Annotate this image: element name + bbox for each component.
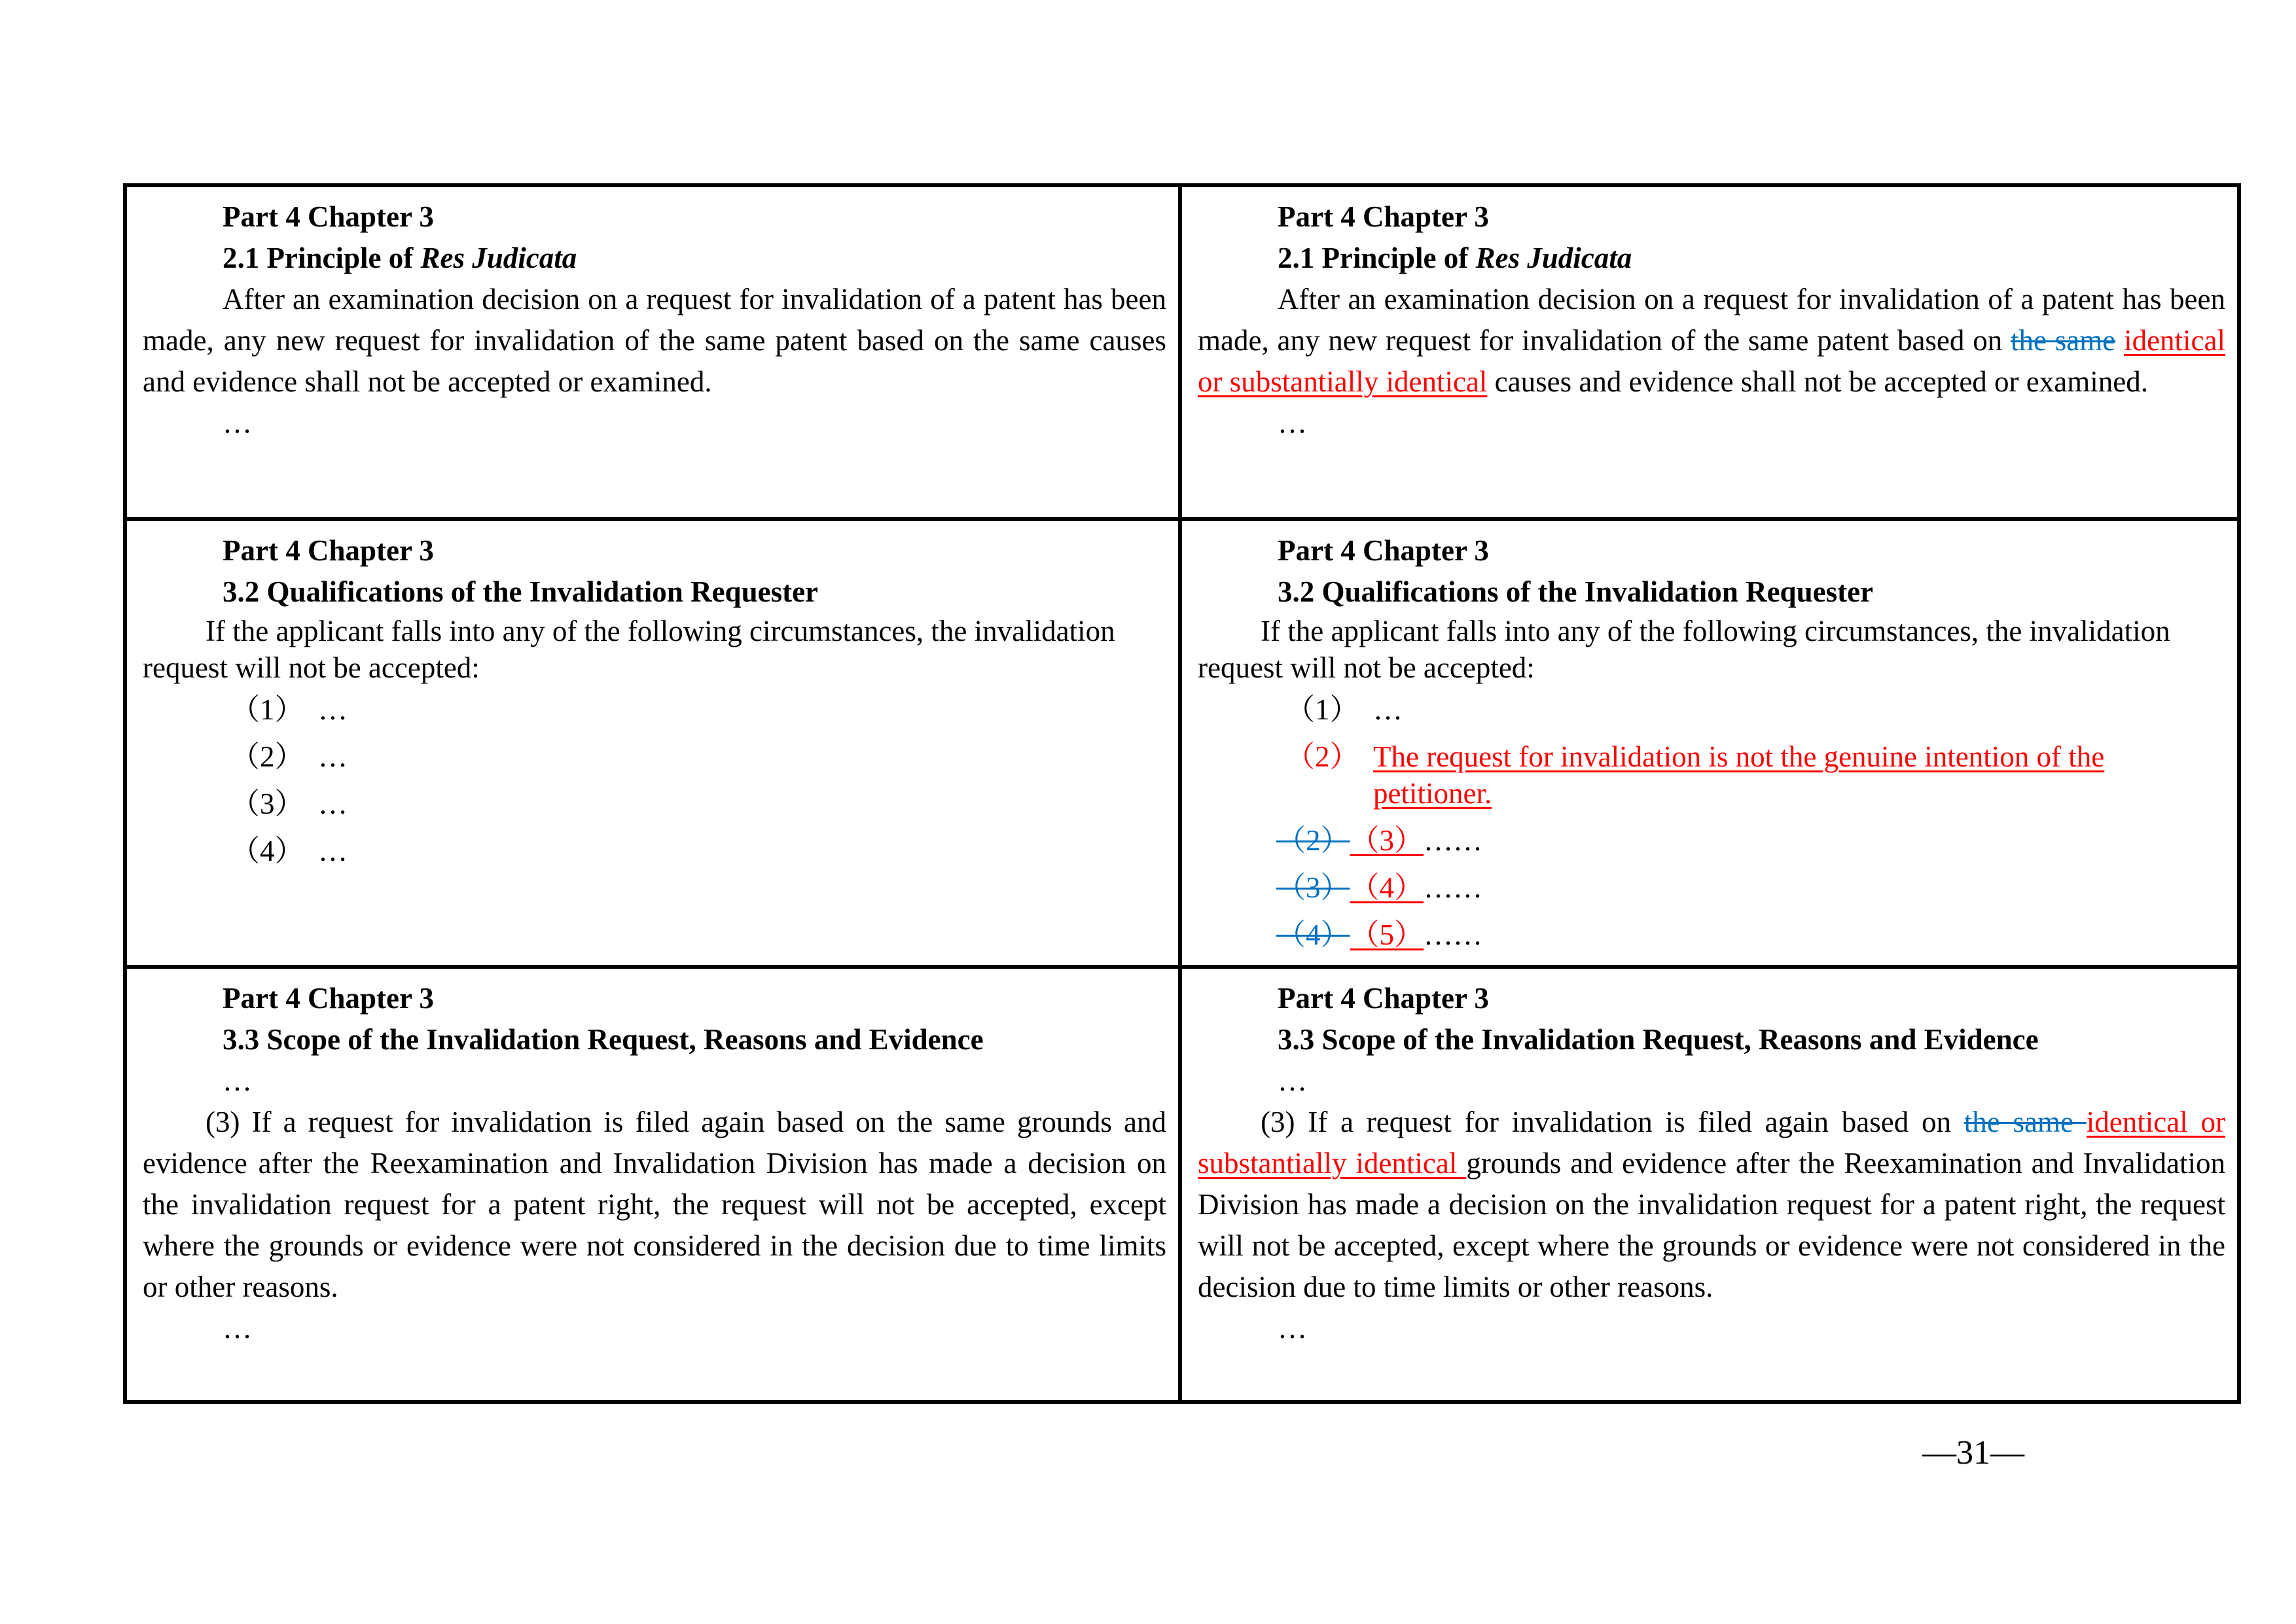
section-heading: 3.2 Qualifications of the Invalidation Requester [1278,575,1874,608]
inserted-text: The request for invalidation is not the genuine intention of the petitioner. [1373,740,2105,810]
list-text: …… [1424,918,1483,951]
deleted-text: the same [2011,324,2116,357]
inserted-list-item [1198,738,2225,812]
ellipsis: … [223,1312,252,1344]
list-text: … [318,835,348,867]
original-text-cell [125,967,1180,1402]
paragraph-text: (3) If a request for invalidation is filed again based on [1261,1106,1964,1138]
list-number: （2） [230,740,304,773]
ellipsis: … [1278,1312,1307,1344]
paragraph-text: causes and evidence shall not be accepted or examined. [1487,365,2148,398]
list-text: … [318,740,348,773]
section-heading: 3.3 Scope of the Invalidation Request, Reasons and Evidence [223,1023,984,1056]
list-item [1198,686,2225,733]
section-heading: 3.2 Qualifications of the Invalidation Requester [223,575,819,608]
comparison-table [123,183,2241,1404]
original-text-cell [125,519,1180,967]
ellipsis: … [223,1064,252,1097]
heading-text: 2.1 Principle of [1278,242,1476,274]
table-row [125,519,2239,967]
body-paragraph: After an examination decision on a request for invalidation of a patent has been made, any new request for invalidation of the same patent based on the same causes and evidence shall not be accepted or examined. [143,283,1166,398]
body-paragraph [1198,1102,2225,1308]
list-text: … [318,693,348,726]
paragraph-text: grounds and evidence after the Reexamination and Invalidation Division has made a decision on the invalidation request for a patent right, the request will not be accepted, except where the grounds or evidence were not considered in the decision due to time limits or other reasons. [1198,1147,2226,1303]
body-paragraph: (3) If a request for invalidation is filed again based on the same grounds and evidence after the Reexamination and Invalidation Division has made a decision on the invalidation request for a patent right, the request will not be accepted, except where the grounds or evidence were not considered in the decision due to time limits or other reasons. [143,1106,1166,1303]
section-heading: 3.3 Scope of the Invalidation Request, Reasons and Evidence [1278,1023,2039,1056]
heading-italic-term: Res Judicata [420,242,577,274]
list-item [143,686,1166,733]
ellipsis: … [223,406,252,439]
revised-text-cell [1180,967,2239,1402]
body-paragraph: If the applicant falls into any of the following circumstances, the invalidation request will not be accepted: [143,615,1115,684]
list-number: （3） [230,787,304,820]
part-chapter-label: Part 4 Chapter 3 [223,200,434,233]
list-item [143,733,1166,780]
renumbered-list-item [1198,911,2225,958]
part-chapter-label: Part 4 Chapter 3 [1278,200,1489,233]
inserted-number: （5） [1350,918,1424,951]
ellipsis: … [1278,406,1307,439]
list-number: （1） [230,693,304,726]
list-text: … [1373,693,1403,726]
ellipsis: … [1278,1064,1307,1097]
part-chapter-label: Part 4 Chapter 3 [1278,534,1489,567]
list-text: …… [1424,824,1483,857]
inserted-number: （4） [1350,871,1424,904]
list-number: （4） [230,835,304,867]
list-number: （2） [1285,740,1359,773]
body-paragraph [1198,279,2225,403]
renumbered-list-item [1198,864,2225,911]
table-row [125,967,2239,1402]
deleted-number: （2） [1276,824,1350,857]
page-number: —31— [1922,1434,2024,1471]
renumbered-list-item [1198,817,2225,864]
paragraph-text: After an examination decision on a request for invalidation of a patent has been made, any new request for invalidation of the same patent based on [1198,283,2225,357]
list-number: （1） [1285,693,1359,726]
original-text-cell [125,185,1180,519]
part-chapter-label: Part 4 Chapter 3 [1278,982,1489,1015]
body-paragraph: If the applicant falls into any of the following circumstances, the invalidation request will not be accepted: [1198,615,2170,684]
revised-text-cell [1180,519,2239,967]
inserted-text: identical or substantially identical [1198,1106,2225,1180]
inserted-text: identical or substantially identical [1198,324,2226,398]
list-item [143,827,1166,875]
inserted-number: （3） [1350,824,1424,857]
heading-text: 2.1 Principle of [223,242,421,274]
deleted-number: （4） [1276,918,1350,951]
part-chapter-label: Part 4 Chapter 3 [223,982,434,1015]
table-row [125,185,2239,519]
deleted-text: the same [1964,1106,2087,1138]
list-item [143,780,1166,827]
deleted-number: （3） [1276,871,1350,904]
revised-text-cell [1180,185,2239,519]
heading-italic-term: Res Judicata [1475,242,1632,274]
section-heading [1198,238,2225,279]
list-text: …… [1424,871,1483,904]
list-text: … [318,787,348,820]
part-chapter-label: Part 4 Chapter 3 [223,534,434,567]
section-heading [143,238,1166,279]
